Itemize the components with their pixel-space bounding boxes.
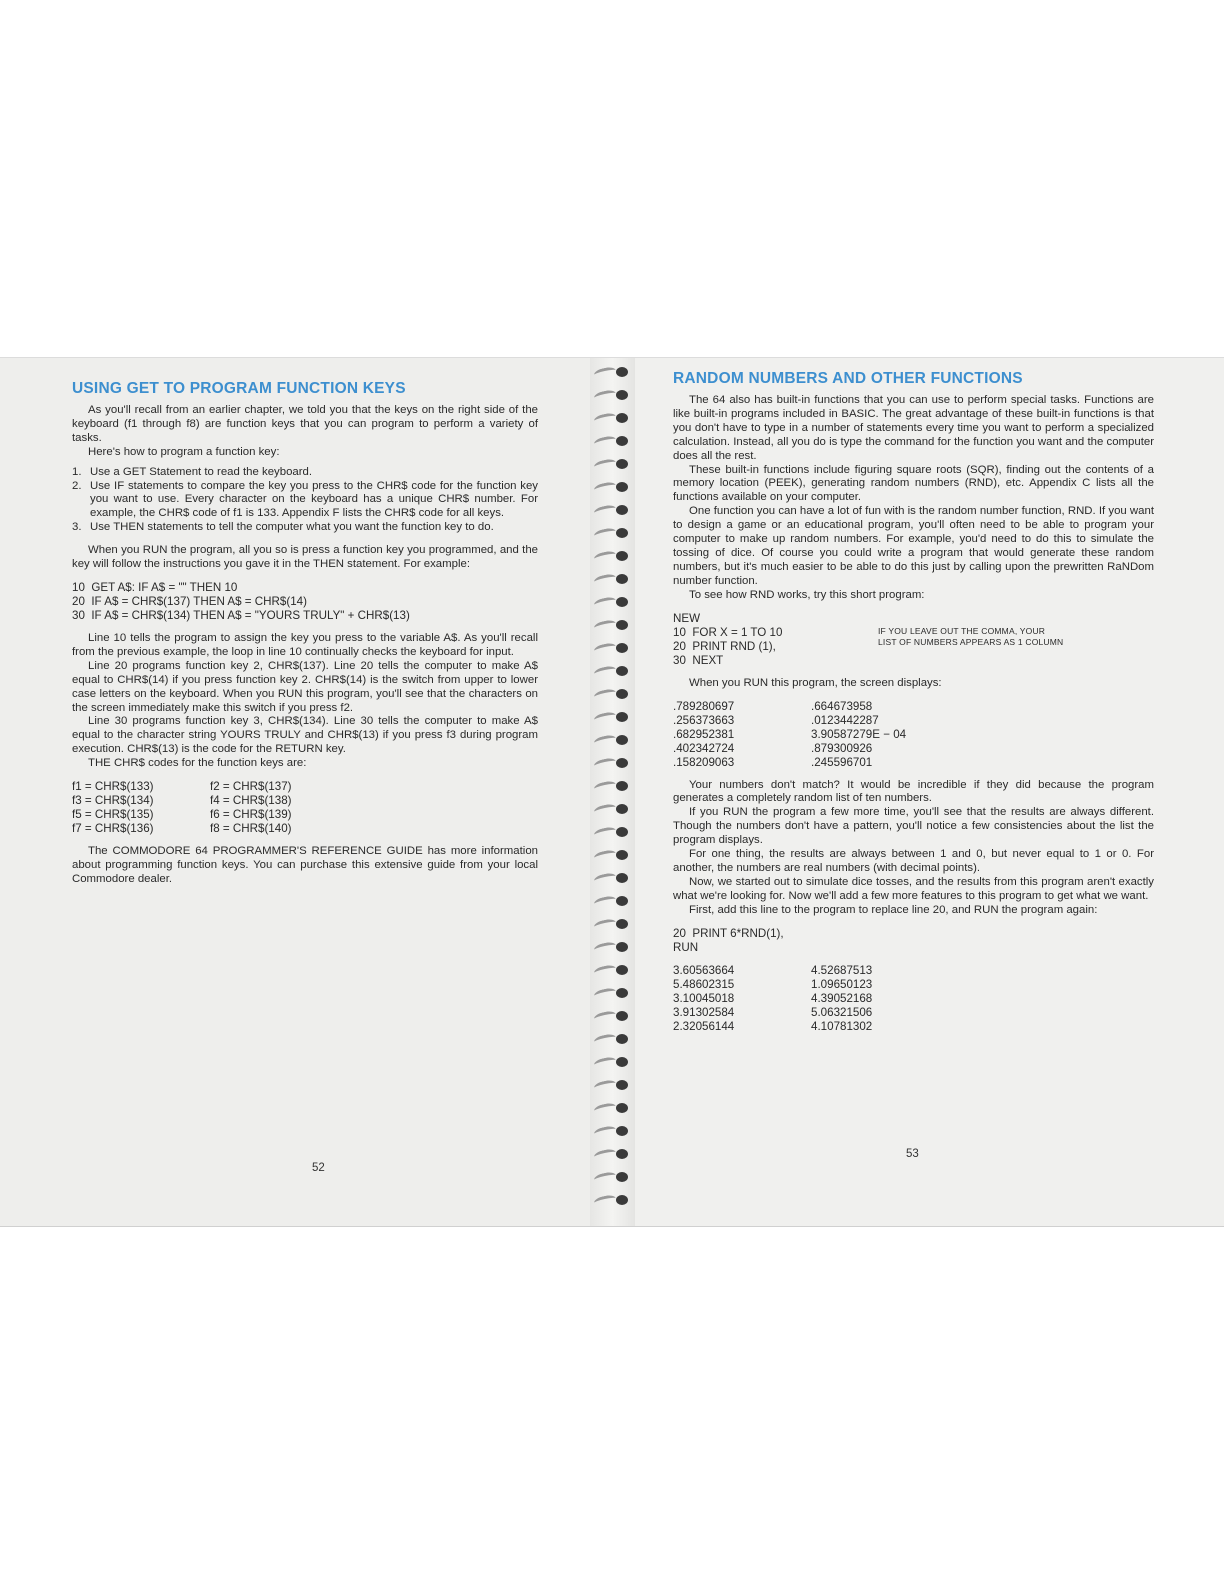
output-value: 4.10781302 bbox=[811, 1019, 873, 1033]
run-paragraph: When you RUN the program, all you so is press a function key you programmed, and the key will follow the instructions you gave it in the THEN statement. For example: bbox=[72, 544, 538, 571]
howto-paragraph: Here's how to program a function key: bbox=[88, 445, 280, 458]
code-value: f5 = CHR$(135) bbox=[72, 808, 154, 822]
rnd-paragraph: One function you can have a lot of fun with is the random number function, RND. If you want to design a game or an educational program, you'll often need to be able to program your computer to make up random numbers. For example, you'd need to do this to simulate the tossing of dice. Of course you could write a program that would generate these random numbers, but it's much easier to be able to do this just by calling upon the prewritten RaNDom number function. bbox=[673, 505, 1154, 587]
binding-coil bbox=[592, 893, 632, 909]
binding-coil bbox=[592, 456, 632, 472]
binding-coil bbox=[592, 1077, 632, 1093]
output-value: 2.32056144 bbox=[673, 1019, 735, 1033]
replace-paragraph: First, add this line to the program to replace line 20, and RUN the program again: bbox=[689, 903, 1098, 916]
codes-intro: THE CHR$ codes for the function keys are: bbox=[88, 757, 307, 770]
binding-coil bbox=[592, 410, 632, 426]
code-value: f7 = CHR$(136) bbox=[72, 822, 154, 836]
steps-list bbox=[72, 466, 538, 536]
function-key-codes bbox=[72, 780, 538, 836]
list-item: 3. Use THEN statements to tell the computer what you want the function key to do. bbox=[72, 521, 494, 534]
closing-paragraph: The COMMODORE 64 PROGRAMMER'S REFERENCE GUIDE has more information about programming function keys. You can purchase this extensive guide from your local Commodore dealer. bbox=[72, 845, 538, 885]
rnd-program bbox=[673, 612, 1154, 668]
output-value: 3.10045018 bbox=[673, 991, 735, 1005]
page-number: 52 bbox=[312, 1162, 325, 1174]
screen-intro: When you RUN this program, the screen displays: bbox=[689, 676, 942, 689]
code-line: 30 NEXT bbox=[673, 653, 724, 667]
output-value: .256373663 bbox=[673, 713, 735, 727]
code-line: 20 PRINT 6*RND(1), bbox=[673, 926, 784, 940]
binding-coil bbox=[592, 985, 632, 1001]
output-value: 4.52687513 bbox=[811, 963, 873, 977]
binding-coil bbox=[592, 732, 632, 748]
binding-coil bbox=[592, 1146, 632, 1162]
binding-coil bbox=[592, 433, 632, 449]
code-line: 10 GET A$: IF A$ = "" THEN 10 bbox=[72, 580, 238, 594]
book-spread bbox=[0, 357, 1224, 1227]
code-line: 10 FOR X = 1 TO 10 bbox=[673, 625, 783, 639]
output-value: .0123442287 bbox=[811, 713, 879, 727]
code-listing bbox=[72, 581, 538, 623]
binding-coil bbox=[592, 1100, 632, 1116]
output-value: .789280697 bbox=[673, 699, 735, 713]
match-paragraph: Your numbers don't match? It would be incredible if they did because the program generates a completely random list of ten numbers. bbox=[673, 778, 1154, 805]
explain-line-30: Line 30 programs function key 3, CHR$(134). Line 30 tells the computer to make A$ equal to the character string YOURS TRULY and CHR$(13) if you press f3 during program execution. CHR$(13) is the code for the RETURN key. bbox=[72, 715, 538, 756]
code-line: RUN bbox=[673, 940, 699, 954]
binding-coil bbox=[592, 1123, 632, 1139]
binding-coil bbox=[592, 824, 632, 840]
output-value: .245596701 bbox=[811, 755, 873, 769]
output-value: 1.09650123 bbox=[811, 977, 873, 991]
explain-line-10: Line 10 tells the program to assign the key you press to the variable A$. As you'll recall from the previous example, the loop in line 10 continually checks the keyboard for input. bbox=[72, 631, 538, 658]
left-page-heading: USING GET TO PROGRAM FUNCTION KEYS bbox=[72, 380, 406, 397]
code-value: f8 = CHR$(140) bbox=[210, 822, 292, 836]
binding-coil bbox=[592, 525, 632, 541]
code-value: f2 = CHR$(137) bbox=[210, 780, 292, 794]
binding-coil bbox=[592, 594, 632, 610]
code-value: f1 = CHR$(133) bbox=[72, 780, 154, 794]
left-page bbox=[0, 358, 590, 1226]
code-value: f6 = CHR$(139) bbox=[210, 808, 292, 822]
binding-coil bbox=[592, 1031, 632, 1047]
code-value: f3 = CHR$(134) bbox=[72, 794, 154, 808]
binding-coil bbox=[592, 709, 632, 725]
binding-coil bbox=[592, 1192, 632, 1208]
rnd-output bbox=[673, 700, 1154, 770]
output-value: 4.39052168 bbox=[811, 991, 873, 1005]
dice-program bbox=[673, 927, 1154, 955]
output-value: .158209063 bbox=[673, 755, 735, 769]
dice-paragraph: Now, we started out to simulate dice tosses, and the results from this program aren't exactly what we're looking for. Now we'll add a few more features to this program to get what we want. bbox=[673, 875, 1154, 902]
code-line: 30 IF A$ = CHR$(134) THEN A$ = "YOURS TRULY" + CHR$(13) bbox=[72, 608, 410, 622]
code-line: 20 PRINT RND (1), bbox=[673, 639, 776, 653]
functions-paragraph: The 64 also has built-in functions that you can use to perform special tasks. Functions are like built-in programs included in BASIC. The great advantage of these built-in functions is that you don't have to type in a number of statements every time you want to perform a specialized calculation. Instead, all you do is type the command for the function you want and the computer does all the rest. bbox=[673, 394, 1154, 462]
binding-coil bbox=[592, 387, 632, 403]
binding-coil bbox=[592, 663, 632, 679]
binding-coil bbox=[592, 502, 632, 518]
binding-coil bbox=[592, 1008, 632, 1024]
rerun-paragraph: If you RUN the program a few more time, you'll see that the results are always different. Though the numbers don't have a pattern, you'll notice a few consistencies about the list the program displays. bbox=[673, 806, 1154, 847]
output-value: .664673958 bbox=[811, 699, 873, 713]
binding-coil bbox=[592, 916, 632, 932]
binding-coil bbox=[592, 617, 632, 633]
list-item: 2. Use IF statements to compare the key you press to the CHR$ code for the function key you want to use. Every character on the keyboard has a unique CHR$ number. For example, the CHR$ code of f1 is 133. Appendix F lists the CHR$ code for all keys. bbox=[72, 479, 538, 520]
binding-coil bbox=[592, 571, 632, 587]
output-value: .402342724 bbox=[673, 741, 735, 755]
explain-line-20: Line 20 programs function key 2, CHR$(137). Line 20 tells the computer to make A$ equal to CHR$(14) if you press function key 2. CHR$(14) is the switch from upper to lower case letters on the keyboard. When you RUN this program, you'll see that the characters on the screen immediately make this switch if you press f2. bbox=[72, 659, 538, 714]
spiral-binding bbox=[590, 358, 635, 1226]
code-value: f4 = CHR$(138) bbox=[210, 794, 292, 808]
binding-coil bbox=[592, 755, 632, 771]
binding-coil bbox=[592, 962, 632, 978]
binding-coil bbox=[592, 870, 632, 886]
output-value: 3.90587279E − 04 bbox=[811, 727, 907, 741]
intro-paragraph: As you'll recall from an earlier chapter, we told you that the keys on the right side of the keyboard (f1 through f8) are function keys that you can program to perform a variety of tasks. bbox=[72, 404, 538, 444]
binding-coil bbox=[592, 847, 632, 863]
builtin-paragraph: These built-in functions include figuring square roots (SQR), finding out the contents of a memory location (PEEK), generating random numbers (RND), etc. Appendix C lists all the functions available on your computer. bbox=[673, 463, 1154, 504]
code-line: 20 IF A$ = CHR$(137) THEN A$ = CHR$(14) bbox=[72, 594, 307, 608]
binding-coil bbox=[592, 548, 632, 564]
program-note-line: LIST OF NUMBERS APPEARS AS 1 COLUMN bbox=[878, 636, 1064, 647]
output-value: 5.06321506 bbox=[811, 1005, 873, 1019]
program-note-line: IF YOU LEAVE OUT THE COMMA, YOUR bbox=[878, 625, 1046, 636]
program-note bbox=[878, 612, 1063, 668]
output-value: 3.91302584 bbox=[673, 1005, 735, 1019]
binding-coil bbox=[592, 1054, 632, 1070]
list-item: 1. Use a GET Statement to read the keyboard. bbox=[72, 465, 313, 478]
binding-coil bbox=[592, 364, 632, 380]
page-number: 53 bbox=[906, 1148, 919, 1160]
binding-coil bbox=[592, 686, 632, 702]
try-paragraph: To see how RND works, try this short program: bbox=[689, 588, 925, 601]
binding-coil bbox=[592, 640, 632, 656]
binding-coil bbox=[592, 1169, 632, 1185]
binding-coil bbox=[592, 939, 632, 955]
range-paragraph: For one thing, the results are always between 1 and 0, but never equal to 1 or 0. For another, the numbers are real numbers (with decimal points). bbox=[673, 848, 1154, 874]
code-line: NEW bbox=[673, 611, 701, 625]
output-value: .682952381 bbox=[673, 727, 735, 741]
dice-output bbox=[673, 964, 1154, 1034]
output-value: .879300926 bbox=[811, 741, 873, 755]
binding-coil bbox=[592, 778, 632, 794]
output-value: 3.60563664 bbox=[673, 963, 735, 977]
right-page bbox=[635, 358, 1224, 1226]
right-page-heading: RANDOM NUMBERS AND OTHER FUNCTIONS bbox=[673, 370, 1023, 387]
binding-coil bbox=[592, 801, 632, 817]
output-value: 5.48602315 bbox=[673, 977, 735, 991]
binding-coil bbox=[592, 479, 632, 495]
